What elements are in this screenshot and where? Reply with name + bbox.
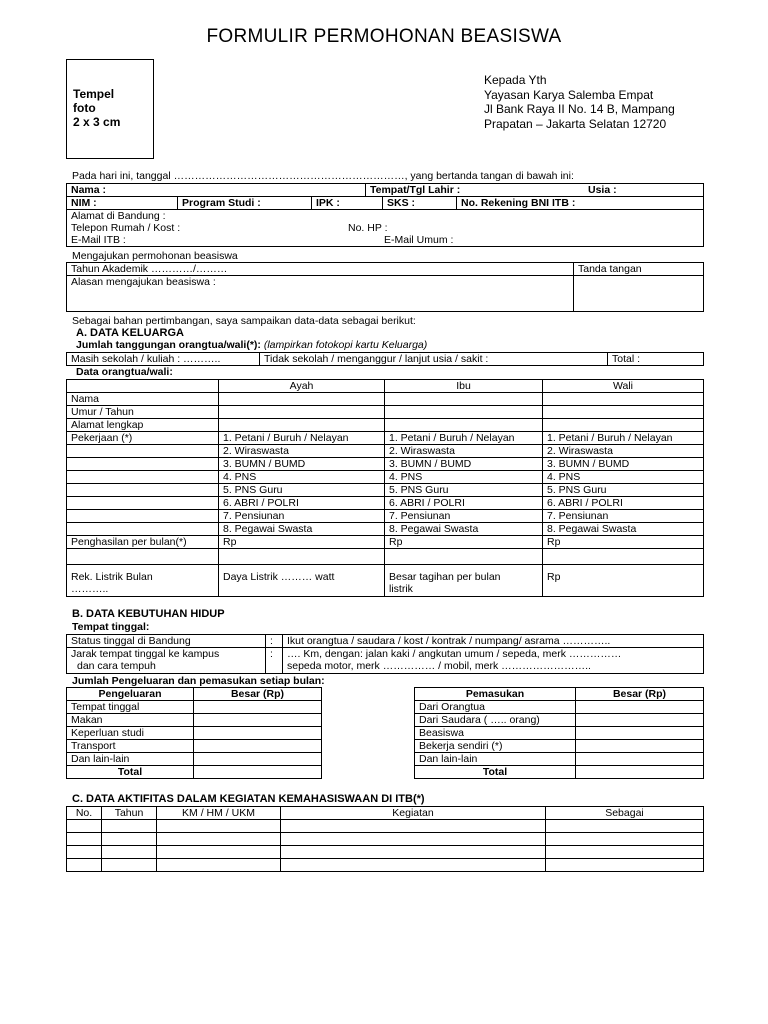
activity-cell[interactable] <box>102 820 157 833</box>
activity-cell[interactable] <box>102 859 157 872</box>
field-hp[interactable]: No. HP : <box>344 222 704 234</box>
job-option[interactable]: 3. BUMN / BUMD <box>543 458 704 471</box>
colon: : <box>266 648 283 674</box>
income-row: Dari Orangtua <box>415 701 576 714</box>
empty-cell <box>67 549 219 566</box>
apply-table <box>66 262 704 312</box>
empty-cell <box>67 484 219 497</box>
field-tagihan[interactable] <box>385 565 543 597</box>
activity-cell[interactable] <box>67 820 102 833</box>
field-rek-listrik[interactable] <box>67 565 219 597</box>
activity-cell[interactable] <box>546 846 704 859</box>
expense-row: Dan lain-lain <box>67 753 194 766</box>
income-amount[interactable] <box>576 753 704 766</box>
dependents-heading <box>76 339 427 351</box>
empty-cell <box>67 510 219 523</box>
col-no: No. <box>67 807 102 820</box>
empty-cell <box>385 549 543 566</box>
cell-input[interactable] <box>543 393 704 406</box>
row-label: Nama <box>67 393 219 406</box>
expense-row: Tempat tinggal <box>67 701 194 714</box>
dependents-table <box>66 352 704 366</box>
consider-line: Sebagai bahan pertimbangan, saya sampaikan data-data sebagai berikut: <box>72 315 416 327</box>
job-option[interactable]: 1. Petani / Buruh / Nelayan <box>219 432 385 445</box>
address-line: Kepada Yth <box>484 73 547 87</box>
dependents-note: (lampirkan fotokopi kartu Keluarga) <box>263 339 428 351</box>
income-table <box>414 687 704 779</box>
intro-line: Pada hari ini, tanggal …………………………………………………………, yang bertanda tangan di bawah ini: <box>72 170 574 182</box>
field-alamat[interactable]: Alamat di Bandung : <box>67 210 704 223</box>
expense-amount[interactable] <box>194 740 322 753</box>
dependents-label: Jumlah tanggungan orangtua/wali(*): <box>76 339 261 351</box>
residence-status-value[interactable]: Ikut orangtua / saudara / kost / kontrak / numpang/ asrama ………….. <box>283 635 704 648</box>
address-line: Jl Bank Raya II No. 14 B, Mampang <box>484 102 675 116</box>
distance-label-2: dan cara tempuh <box>77 660 156 672</box>
empty-cell <box>67 471 219 484</box>
rek-listrik-label: Rek. Listrik Bulan <box>71 571 153 583</box>
field-alasan[interactable]: Alasan mengajukan beasiswa : <box>67 276 574 312</box>
activity-cell[interactable] <box>281 846 546 859</box>
job-option[interactable]: 5. PNS Guru <box>385 484 543 497</box>
expense-amount[interactable] <box>194 714 322 727</box>
expenses-table <box>66 687 322 779</box>
job-option[interactable]: 5. PNS Guru <box>219 484 385 497</box>
job-option[interactable]: 3. BUMN / BUMD <box>219 458 385 471</box>
col-sebagai: Sebagai <box>546 807 704 820</box>
row-label: Penghasilan per bulan(*) <box>67 536 219 549</box>
address-line: Yayasan Karya Salemba Empat <box>484 87 654 102</box>
activity-cell[interactable] <box>281 833 546 846</box>
job-option[interactable]: 5. PNS Guru <box>543 484 704 497</box>
field-daya-listrik[interactable]: Daya Listrik ……… watt <box>219 565 385 597</box>
finance-label: Jumlah Pengeluaran dan pemasukan setiap bulan: <box>72 675 325 687</box>
expense-row: Transport <box>67 740 194 753</box>
activity-cell[interactable] <box>102 846 157 859</box>
job-option[interactable]: 2. Wiraswasta <box>219 445 385 458</box>
field-usia[interactable]: Usia : <box>584 184 704 197</box>
field-tahun-akademik[interactable]: Tahun Akademik …………/……… <box>67 263 574 276</box>
activity-cell[interactable] <box>67 833 102 846</box>
activity-cell[interactable] <box>157 820 281 833</box>
activity-cell[interactable] <box>67 846 102 859</box>
field-ipk[interactable]: IPK : <box>312 197 383 210</box>
address-line: Prapatan – Jakarta Selatan 12720 <box>484 116 667 131</box>
residence-table <box>66 634 704 674</box>
job-option[interactable]: 2. Wiraswasta <box>385 445 543 458</box>
field-email-itb[interactable]: E-Mail ITB : <box>67 234 345 247</box>
parent-label: Data orangtua/wali: <box>76 366 173 378</box>
row-label: Umur / Tahun <box>67 406 219 419</box>
colon: : <box>266 635 283 648</box>
field-sks[interactable]: SKS : <box>383 197 457 210</box>
col-wali: Wali <box>543 380 704 393</box>
income-rp[interactable]: Rp <box>385 536 543 549</box>
income-amount-header: Besar (Rp) <box>576 688 704 701</box>
activity-cell[interactable] <box>281 859 546 872</box>
empty-cell <box>67 523 219 536</box>
activity-cell[interactable] <box>546 859 704 872</box>
job-option[interactable]: 1. Petani / Buruh / Nelayan <box>385 432 543 445</box>
income-amount[interactable] <box>576 714 704 727</box>
personal-table-2 <box>66 196 704 210</box>
income-total-amount[interactable] <box>576 766 704 779</box>
section-a-heading: A. DATA KELUARGA <box>76 327 184 339</box>
activity-cell[interactable] <box>546 820 704 833</box>
expense-amount[interactable] <box>194 753 322 766</box>
expenses-amount-header: Besar (Rp) <box>194 688 322 701</box>
parents-table <box>66 379 704 566</box>
field-nama[interactable]: Nama : <box>67 184 366 197</box>
expense-row: Makan <box>67 714 194 727</box>
activity-cell[interactable] <box>102 833 157 846</box>
cell-input[interactable] <box>543 406 704 419</box>
job-option[interactable]: 7. Pensiunan <box>219 510 385 523</box>
col-km: KM / HM / UKM <box>157 807 281 820</box>
distance-label <box>67 648 266 674</box>
field-ttl[interactable]: Tempat/Tgl Lahir : <box>366 184 585 197</box>
rek-listrik-dots: ……….. <box>71 583 109 595</box>
job-option[interactable]: 6. ABRI / POLRI <box>219 497 385 510</box>
cell-input[interactable] <box>543 419 704 432</box>
section-c-heading: C. DATA AKTIFITAS DALAM KEGIATAN KEMAHASISWAAN DI ITB(*) <box>72 793 425 805</box>
income-total-label: Total <box>415 766 576 779</box>
job-option[interactable]: 4. PNS <box>219 471 385 484</box>
field-masih-sekolah[interactable]: Masih sekolah / kuliah : ……….. <box>67 353 260 366</box>
personal-table <box>66 183 704 197</box>
parents-corner <box>67 380 219 393</box>
job-option[interactable]: 2. Wiraswasta <box>543 445 704 458</box>
field-nim[interactable]: NIM : <box>67 197 178 210</box>
empty-cell <box>543 549 704 566</box>
col-tahun: Tahun <box>102 807 157 820</box>
job-option[interactable]: 8. Pegawai Swasta <box>543 523 704 536</box>
income-amount[interactable] <box>576 727 704 740</box>
cell-input[interactable] <box>385 406 543 419</box>
field-tagihan-rp[interactable]: Rp <box>543 565 704 597</box>
job-option[interactable]: 6. ABRI / POLRI <box>543 497 704 510</box>
field-email-umum[interactable]: E-Mail Umum : <box>344 234 704 247</box>
row-label: Alamat lengkap <box>67 419 219 432</box>
activities-table <box>66 806 704 872</box>
income-row: Beasiswa <box>415 727 576 740</box>
income-row: Dan lain-lain <box>415 753 576 766</box>
residence-label: Tempat tinggal: <box>72 621 150 633</box>
job-option[interactable]: 8. Pegawai Swasta <box>219 523 385 536</box>
job-option[interactable]: 8. Pegawai Swasta <box>385 523 543 536</box>
job-option[interactable]: 3. BUMN / BUMD <box>385 458 543 471</box>
recipient-address <box>484 73 675 131</box>
expense-amount[interactable] <box>194 727 322 740</box>
photo-label-1: Tempel <box>73 87 115 101</box>
job-option[interactable]: 7. Pensiunan <box>385 510 543 523</box>
activity-cell[interactable] <box>281 820 546 833</box>
cell-input[interactable] <box>385 419 543 432</box>
field-prodi[interactable]: Program Studi : <box>178 197 312 210</box>
page-title: FORMULIR PERMOHONAN BEASISWA <box>206 26 562 47</box>
distance-label-1: Jarak tempat tinggal ke kampus <box>71 648 220 660</box>
cell-input[interactable] <box>219 419 385 432</box>
field-total-tanggungan[interactable]: Total : <box>608 353 704 366</box>
income-header: Pemasukan <box>415 688 576 701</box>
section-b-heading: B. DATA KEBUTUHAN HIDUP <box>72 608 225 620</box>
income-row: Bekerja sendiri (*) <box>415 740 576 753</box>
tagihan-label-2: listrik <box>389 583 413 595</box>
apply-line: Mengajukan permohonan beasiswa <box>72 250 238 262</box>
photo-box <box>66 59 154 159</box>
col-ibu: Ibu <box>385 380 543 393</box>
tagihan-label: Besar tagihan per bulan <box>389 571 501 583</box>
expense-amount[interactable] <box>194 701 322 714</box>
empty-cell <box>219 549 385 566</box>
income-amount[interactable] <box>576 740 704 753</box>
field-telepon[interactable]: Telepon Rumah / Kost : <box>67 222 345 234</box>
photo-label-2: foto <box>73 101 96 115</box>
empty-cell <box>67 445 219 458</box>
expense-total-amount[interactable] <box>194 766 322 779</box>
income-row: Dari Saudara ( ….. orang) <box>415 714 576 727</box>
job-option[interactable]: 4. PNS <box>543 471 704 484</box>
activity-cell[interactable] <box>157 833 281 846</box>
cell-input[interactable] <box>219 406 385 419</box>
job-option[interactable]: 7. Pensiunan <box>543 510 704 523</box>
job-option[interactable]: 4. PNS <box>385 471 543 484</box>
cell-input[interactable] <box>219 393 385 406</box>
utility-table <box>66 564 704 597</box>
distance-value[interactable] <box>283 648 704 674</box>
photo-label-3: 2 x 3 cm <box>73 115 121 129</box>
job-option[interactable]: 6. ABRI / POLRI <box>385 497 543 510</box>
empty-cell <box>67 497 219 510</box>
distance-value-1: …. Km, dengan: jalan kaki / angkutan umum / sepeda, merk …………… <box>287 648 622 660</box>
row-label: Pekerjaan (*) <box>67 432 219 445</box>
col-ayah: Ayah <box>219 380 385 393</box>
activity-cell[interactable] <box>546 833 704 846</box>
distance-value-2: sepeda motor, merk …………… / mobil, merk …………………….. <box>287 660 591 672</box>
income-rp[interactable]: Rp <box>219 536 385 549</box>
cell-input[interactable] <box>385 393 543 406</box>
col-kegiatan: Kegiatan <box>281 807 546 820</box>
expense-total-label: Total <box>67 766 194 779</box>
job-option[interactable]: 1. Petani / Buruh / Nelayan <box>543 432 704 445</box>
signature-area[interactable] <box>574 276 704 312</box>
income-amount[interactable] <box>576 701 704 714</box>
expenses-header: Pengeluaran <box>67 688 194 701</box>
activity-cell[interactable] <box>67 859 102 872</box>
empty-cell <box>67 458 219 471</box>
field-tanda-tangan-label: Tanda tangan <box>574 263 704 276</box>
personal-table-3 <box>66 209 704 247</box>
activity-cell[interactable] <box>157 859 281 872</box>
field-tidak-sekolah[interactable]: Tidak sekolah / menganggur / lanjut usia / sakit : <box>260 353 608 366</box>
residence-status-label: Status tinggal di Bandung <box>67 635 266 648</box>
activity-cell[interactable] <box>157 846 281 859</box>
field-rekening[interactable]: No. Rekening BNI ITB : <box>457 197 704 210</box>
income-rp[interactable]: Rp <box>543 536 704 549</box>
expense-row: Keperluan studi <box>67 727 194 740</box>
